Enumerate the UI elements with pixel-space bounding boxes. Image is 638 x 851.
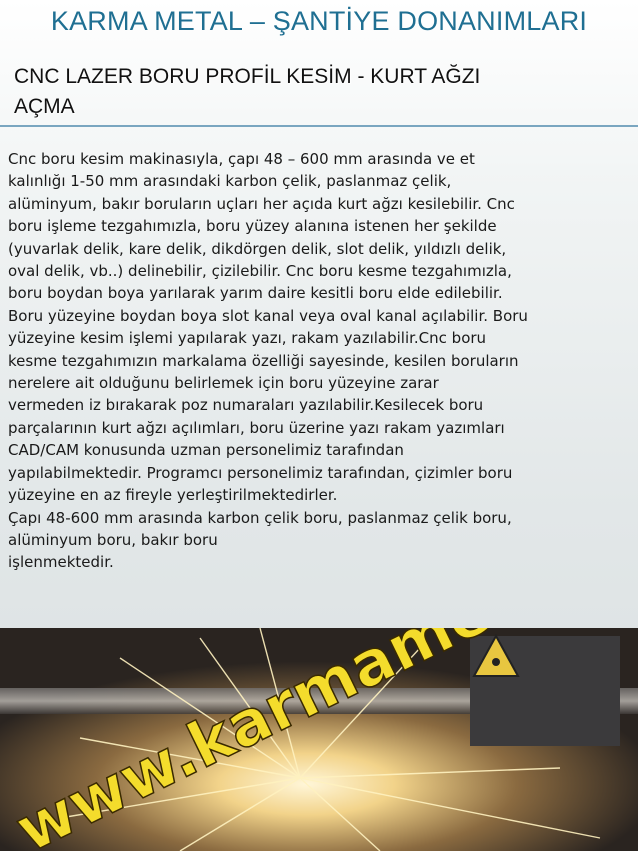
photo-illustration <box>0 628 638 851</box>
subtitle-line-1: CNC LAZER BORU PROFİL KESİM - KURT AĞZI <box>14 65 481 88</box>
section-subtitle <box>14 62 574 122</box>
laser-cutting-photo <box>0 628 638 851</box>
title-divider <box>0 125 638 127</box>
subtitle-line-2: AÇMA <box>14 95 75 118</box>
page-title: KARMA METAL – ŞANTİYE DONANIMLARI <box>50 6 588 36</box>
body-paragraph: Cnc boru kesim makinasıyla, çapı 48 – 600 mm arasında ve et kalınlığı 1-50 mm arasındaki karbon çelik, paslanmaz çelik, alüminyum, bakır boruların uçları her açıda kurt ağzı kesilebilir. Cnc boru işleme tezgahımızla, boru yüzey alanına istenen her şekilde (yuvarlak delik, kare delik, dikdörgen delik, slot delik, yıldızlı delik, oval delik, vb..) delinebilir, çizilebilir. Cnc boru kesme tezgahımızla, boru boydan boya yarılarak yarım daire kesitli boru elde edilebilir. Boru yüzeyine boydan boya slot kanal veya oval kanal açılabilir. Boru yüzeyine kesim işlemi yapılarak yazı, rakam yazılabilir.Cnc boru kesme tezgahımızın markalama özelliği sayesinde, kesilen boruların nerelere ait olduğunu belirlemek için boru yüzeyine zarar vermeden iz bırakarak poz numaraları yazılabilir.Kesilecek boru parçalarının kurt ağzı açılımları, boru üzerine yazı rakam yazımları CAD/CAM konusunda uzman personelimiz tarafından yapılabilmektedir. Programcı personelimiz tarafından, çizimler boru yüzeyine en az fireyle yerleştirilmektedirler. Çapı 48-600 mm arasında karbon çelik boru, paslanmaz çelik boru, alüminyum boru, bakır boru işlenmektedir. <box>8 150 528 572</box>
